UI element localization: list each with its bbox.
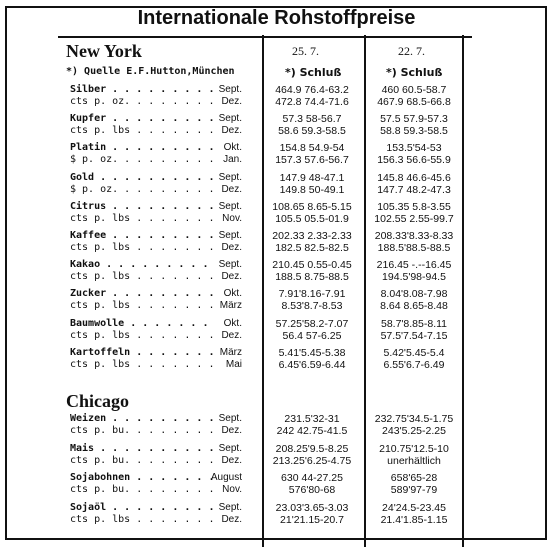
price-cell: 6.55'6.7-6.49: [383, 358, 445, 371]
city-heading-chicago: Chicago: [66, 391, 129, 411]
price-cell: 182.5 82.5-82.5: [275, 242, 349, 254]
schluss-label-2: *) Schluß: [386, 66, 443, 79]
price-cell: 5.42'5.45-5.4: [383, 346, 445, 359]
contract-month: Dez.: [221, 125, 242, 137]
price-cell: 210.75'12.5-10: [379, 442, 449, 455]
price-cell: 153.5'54-53: [386, 142, 442, 155]
commodity-label: [0, 443, 255, 469]
commodity-name: Weizen . . . . . . . . .: [70, 413, 215, 424]
table-row: [0, 142, 553, 168]
schluss-label-1: *) Schluß: [285, 66, 342, 79]
commodity-unit: cts p. lbs . . . . . . .: [70, 125, 215, 137]
source-note: *) Quelle E.F.Hutton,München: [66, 66, 235, 77]
commodity-unit: cts p. lbs . . . . . . .: [70, 513, 215, 525]
price-cell: 8.53'8.7-8.53: [281, 300, 343, 313]
price-cell: 156.3 56.6-55.9: [377, 154, 451, 167]
table-row: [0, 230, 553, 256]
price-cell: 194.5'98-94.5: [382, 271, 446, 284]
table-row: [0, 113, 553, 139]
contract-month: Sept.: [218, 84, 242, 95]
price-cell: 145.8 46.6-45.6: [377, 171, 451, 184]
price-cell: 464.9 76.4-63.2: [275, 84, 349, 96]
table-row: [0, 347, 553, 373]
price-cell: 57.5'7.54-7.15: [380, 329, 448, 342]
contract-month: Sept.: [218, 230, 242, 241]
commodity-name: Silber . . . . . . . . .: [70, 84, 215, 95]
table-row: [0, 288, 553, 314]
price-cell: 147.9 48-47.1: [279, 171, 345, 184]
price-cell: 57.3 58-56.7: [282, 113, 342, 126]
commodity-label: [0, 472, 255, 498]
commodity-name: Sojabohnen . . . . . . .: [70, 472, 215, 483]
commodity-unit: cts p. lbs . . . . . . .: [70, 300, 215, 312]
price-cell: 658'65-28: [390, 472, 438, 484]
commodity-name: Mais . . . . . . . . . .: [70, 442, 215, 454]
contract-month: Dez.: [221, 96, 242, 107]
commodity-name: Baumwolle . . . . . . .: [70, 317, 209, 329]
contract-month: Dez.: [221, 242, 242, 253]
contract-month: Okt.: [223, 288, 242, 300]
commodity-label: [0, 259, 255, 285]
commodity-unit: cts p. bu. . . . . . . .: [70, 425, 215, 436]
price-cell: 7.91'8.16-7.91: [278, 288, 346, 301]
title-rule: [58, 36, 472, 38]
price-cell: 105.35 5.8-3.55: [377, 200, 451, 213]
commodity-unit: cts p. oz. . . . . . . .: [70, 96, 215, 107]
commodity-label: [0, 201, 255, 227]
contract-month: Sept.: [218, 501, 242, 513]
price-cell: 467.9 68.5-66.8: [377, 96, 451, 108]
commodity-label: [0, 113, 255, 139]
table-row: [0, 443, 553, 469]
commodity-unit: cts p. lbs . . . . . . .: [70, 242, 215, 253]
contract-month: Sept.: [218, 171, 242, 183]
commodity-unit: cts p. lbs . . . . . . .: [70, 271, 215, 283]
contract-month: März: [219, 300, 242, 312]
commodity-label: [0, 172, 255, 198]
commodity-name: Gold . . . . . . . . . .: [70, 171, 215, 183]
price-cell: 154.8 54.9-54: [279, 142, 345, 155]
price-cell: 243'5.25-2.25: [382, 425, 446, 437]
price-cell: 242 42.75-41.5: [276, 425, 348, 437]
page-title: Internationale Rohstoffpreise: [137, 7, 416, 29]
price-cell: 24'24.5-23.45: [382, 501, 446, 514]
price-cell: 589'97-79: [390, 484, 438, 496]
commodity-name: Kaffee . . . . . . . . .: [70, 230, 215, 241]
table-row: [0, 472, 553, 498]
commodity-unit: $ p. oz. . . . . . . . .: [70, 183, 215, 195]
contract-month: Nov.: [222, 212, 242, 224]
price-cell: 208.33'8.33-8.33: [374, 230, 454, 242]
price-cell: 202.33 2.33-2.33: [272, 230, 352, 242]
contract-month: März: [219, 346, 242, 358]
date-column-1: 25. 7.: [292, 44, 319, 58]
commodity-label: [0, 347, 255, 373]
commodity-unit: cts p. lbs . . . . . . .: [70, 212, 215, 224]
price-cell: 232.75'34.5-1.75: [374, 413, 454, 425]
table-row: [0, 318, 553, 344]
commodity-name: Kakao . . . . . . . . .: [70, 259, 209, 271]
price-cell: 56.4 57-6.25: [282, 329, 342, 342]
price-cell: 58.7'8.85-8.11: [380, 317, 448, 330]
price-cell: 57.25'58.2-7.07: [275, 317, 349, 330]
contract-month: Dez.: [221, 329, 242, 341]
commodity-label: [0, 142, 255, 168]
commodity-unit: $ p. oz. . . . . . . . .: [70, 154, 215, 166]
price-cell: 58.8 59.3-58.5: [380, 125, 448, 138]
price-cell: 460 60.5-58.7: [381, 84, 447, 96]
date-column-2: 22. 7.: [398, 44, 425, 58]
city-heading-new-york: New York: [66, 41, 142, 61]
contract-month: Sept.: [218, 113, 242, 125]
commodity-name: Sojaöl . . . . . . . . .: [70, 501, 215, 513]
table-row: [0, 413, 553, 439]
price-cell: 21.4'1.85-1.15: [380, 513, 448, 526]
price-cell: 58.6 59.3-58.5: [278, 125, 346, 138]
contract-month: Okt.: [223, 317, 242, 329]
commodity-unit: cts p. lbs . . . . . . .: [70, 329, 215, 341]
commodity-unit: cts p. lbs . . . . . . .: [70, 358, 215, 370]
table-row: [0, 502, 553, 528]
commodity-name: Platin . . . . . . . . .: [70, 142, 215, 154]
contract-month: Jan.: [223, 154, 242, 166]
commodity-label: [0, 288, 255, 314]
contract-month: Dez.: [221, 513, 242, 525]
price-cell: 8.04'8.08-7.98: [380, 288, 448, 301]
price-cell: 21'21.15-20.7: [280, 513, 344, 526]
contract-month: Mai: [225, 358, 242, 370]
price-cell: 6.45'6.59-6.44: [278, 358, 346, 371]
contract-month: Sept.: [218, 200, 242, 212]
table-row: [0, 259, 553, 285]
contract-month: Nov.: [222, 484, 242, 495]
contract-month: Sept.: [218, 259, 242, 271]
price-cell: 57.5 57.9-57.3: [380, 113, 448, 126]
commodity-label: [0, 413, 255, 439]
price-cell: 8.64 8.65-8.48: [380, 300, 448, 313]
table-row: [0, 172, 553, 198]
contract-month: Dez.: [221, 271, 242, 283]
commodity-name: Kupfer . . . . . . . . .: [70, 113, 215, 125]
price-cell: 472.8 74.4-71.6: [275, 96, 349, 108]
price-cell: unerhältlich: [387, 454, 441, 467]
commodity-unit: cts p. bu. . . . . . . .: [70, 484, 215, 495]
commodity-label: [0, 318, 255, 344]
price-cell: 149.8 50-49.1: [279, 183, 345, 196]
contract-month: Dez.: [221, 454, 242, 466]
contract-month: Dez.: [221, 183, 242, 195]
price-cell: 216.45 -.--16.45: [376, 259, 452, 272]
table-row: [0, 201, 553, 227]
commodity-name: Citrus . . . . . . . . .: [70, 200, 215, 212]
contract-month: Sept.: [218, 442, 242, 454]
price-cell: 188.5 8.75-88.5: [275, 271, 349, 284]
contract-month: Okt.: [223, 142, 242, 154]
price-cell: 23.03'3.65-3.03: [275, 501, 349, 514]
price-cell: 105.5 05.5-01.9: [275, 212, 349, 225]
price-cell: 208.25'9.5-8.25: [275, 442, 349, 455]
commodity-name: Zucker . . . . . . . . .: [70, 288, 215, 300]
price-cell: 5.41'5.45-5.38: [278, 346, 346, 359]
price-cell: 231.5'32-31: [284, 413, 340, 425]
table-row: [0, 84, 553, 110]
price-cell: 210.45 0.55-0.45: [272, 259, 352, 272]
commodity-label: [0, 84, 255, 110]
price-cell: 576'80-68: [288, 484, 336, 496]
price-cell: 147.7 48.2-47.3: [377, 183, 451, 196]
price-cell: 108.65 8.65-5.15: [272, 200, 352, 213]
contract-month: August: [210, 472, 242, 483]
price-cell: 102.55 2.55-99.7: [374, 212, 454, 225]
price-cell: 630 44-27.25: [281, 472, 343, 484]
commodity-name: Kartoffeln . . . . . . .: [70, 346, 215, 358]
contract-month: Sept.: [218, 413, 242, 424]
price-cell: 157.3 57.6-56.7: [275, 154, 349, 167]
commodity-label: [0, 230, 255, 256]
contract-month: Dez.: [221, 425, 242, 436]
commodity-unit: cts p. bu. . . . . . . .: [70, 454, 215, 466]
price-cell: 213.25'6.25-4.75: [272, 454, 352, 467]
price-cell: 188.5'88.5-88.5: [377, 242, 451, 254]
commodity-label: [0, 502, 255, 528]
